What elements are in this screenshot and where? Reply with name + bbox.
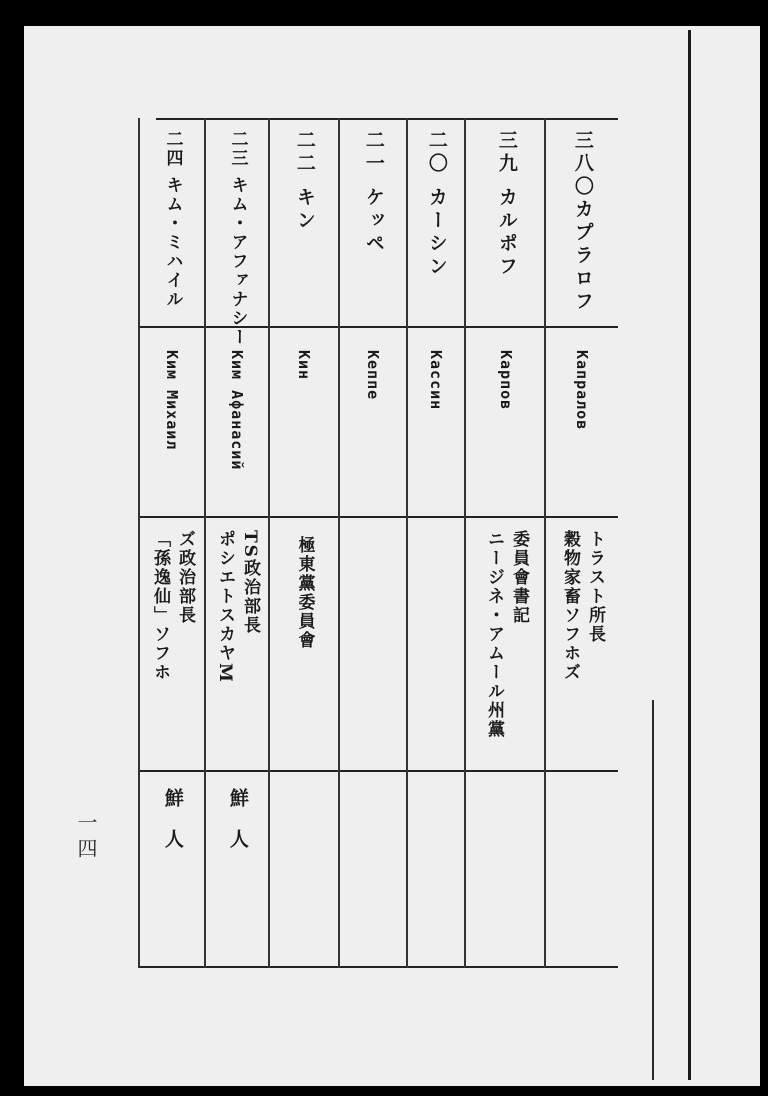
position-line: 極東黨委員會	[294, 536, 315, 650]
personnel-table	[138, 118, 618, 968]
position-line: 穀物家畜ソフホズ	[560, 530, 580, 682]
table-row	[468, 118, 544, 968]
nationality: 鮮人	[161, 788, 184, 870]
russian-name: Ким Михаил	[163, 350, 181, 451]
russian-name: Ким Афанасий	[228, 350, 246, 471]
entry-number-and-name: 二〇 カーシン	[425, 130, 448, 279]
russian-name: Капралов	[573, 350, 591, 431]
nationality: 鮮人	[226, 788, 249, 870]
russian-name: Карпов	[497, 350, 515, 411]
row-divider	[464, 118, 466, 968]
binding-edge-line	[688, 30, 691, 1080]
table-row	[270, 118, 338, 968]
position-line: ポシエトスカヤM	[215, 530, 235, 684]
table-row	[408, 118, 464, 968]
russian-name: Кеппе	[364, 350, 382, 401]
binding-shadow-line	[652, 700, 654, 1080]
russian-name: Кин	[295, 350, 313, 381]
table-row	[340, 118, 406, 968]
row-divider	[544, 118, 546, 968]
table-row	[548, 118, 616, 968]
page-number: 一四	[74, 812, 98, 864]
position-line: トラスト所長	[584, 530, 605, 644]
position-line: 「孫逸仙」ソフホ	[150, 530, 170, 682]
entry-number-and-name: 二一 ケッペ	[362, 130, 385, 256]
entry-number-and-name: 三八〇カプラロフ	[571, 130, 594, 314]
entry-number-and-name: 二三 キム・アファナシー	[227, 130, 248, 347]
position-line: ニージネ・アムール州黨	[484, 530, 504, 739]
position-line: 委員會書記	[508, 530, 529, 625]
table-row	[206, 118, 268, 968]
russian-name: Кассин	[427, 350, 445, 411]
entry-number-and-name: 二四 キム・ミハイル	[162, 130, 183, 309]
table-row	[140, 118, 204, 968]
entry-number-and-name: 二二 キン	[293, 130, 316, 233]
entry-number-and-name: 三九 カルポフ	[495, 130, 518, 279]
position-line: TS政治部長	[239, 530, 260, 635]
position-line: ズ政治部長	[174, 530, 195, 625]
